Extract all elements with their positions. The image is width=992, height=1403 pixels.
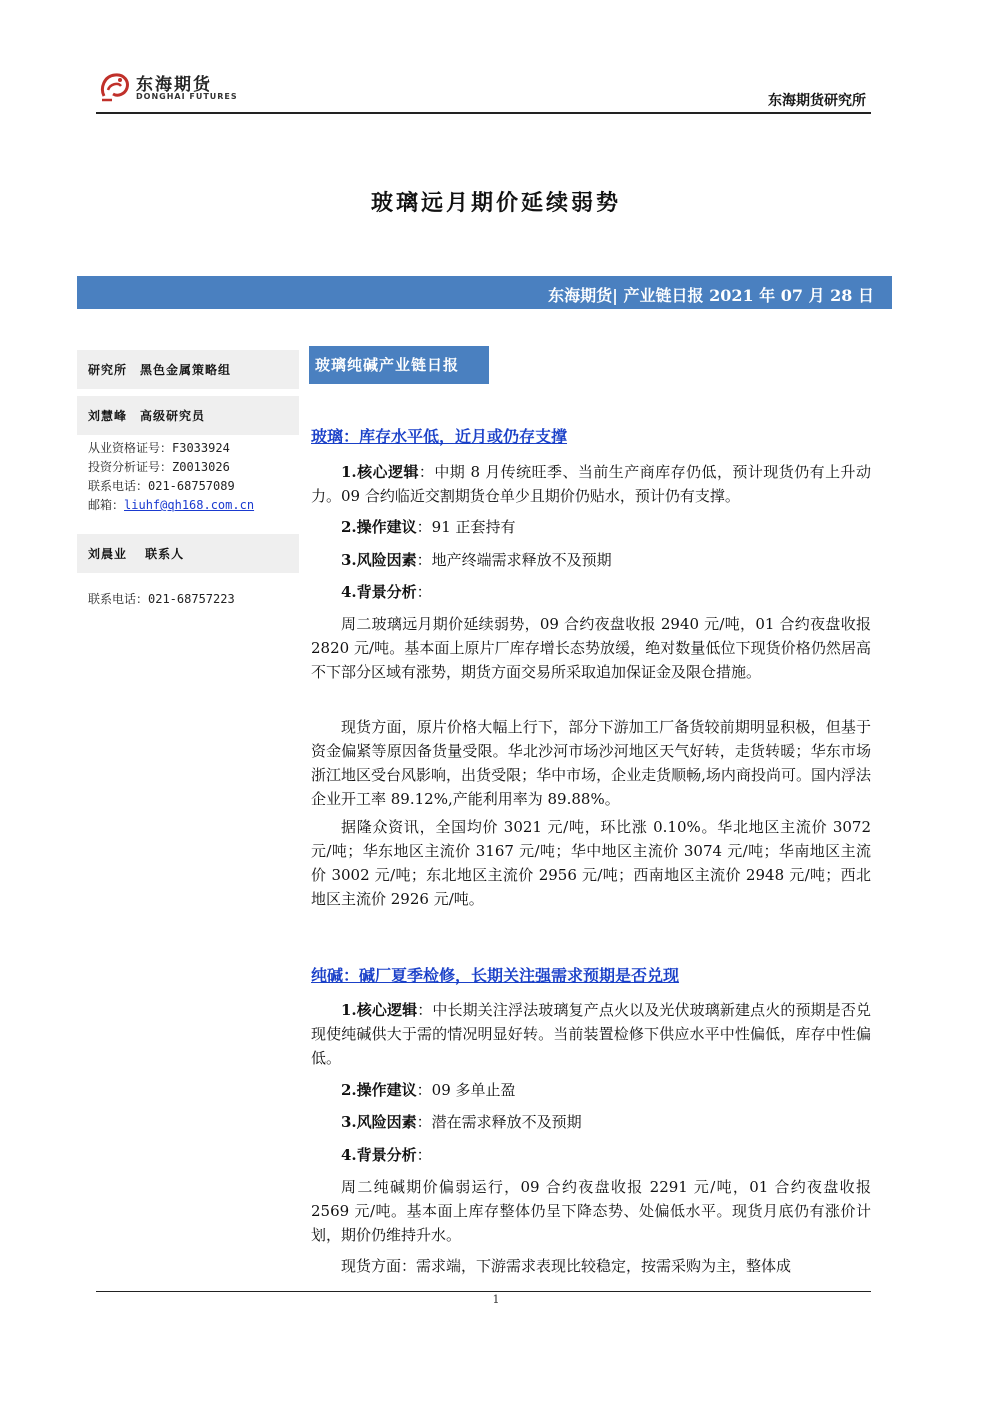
soda-background-colon: ： [416,1146,432,1164]
soda-core-logic [311,998,871,1070]
author2-title: 刘晨业 联系人 [88,547,185,561]
soda-advice [311,1078,871,1102]
glass-risk-text: ：地产终端需求释放不及预期 [416,551,612,569]
glass-bg-paragraph-1: 周二玻璃远月期价延续弱势，09 合约夜盘收报 2940 元/吨，01 合约夜盘收报 2820 元/吨。基本面上原片厂库存增长态势放缓，绝对数量低位下现货价格仍然居高不下部分区域有涨势，期货方面交易所采取追加保证金及限仓措施。 [311,615,871,681]
sidebar-group: 研究所 黑色金属策略组 [88,363,232,377]
soda-advice-label: 2.操作建议 [341,1081,417,1099]
soda-background-label: 4.背景分析 [341,1146,417,1164]
page-number: 1 [492,1293,500,1306]
logo-english-name: DONGHAI FUTURES [136,92,238,101]
author1-analyst-cert: 投资分析证号：Z0013026 [88,460,230,474]
author1-band [77,396,299,435]
company-logo [98,68,238,108]
author1-email-link[interactable]: liuhf@qh168.com.cn [124,498,255,512]
glass-risk [311,548,871,572]
soda-bg-paragraph-1: 周二纯碱期价偏弱运行，09 合约夜盘收报 2291 元/吨，01 合约夜盘收报 2569 元/吨。基本面上库存整体仍呈下降态势、处偏低水平。现货月底仍有涨价计划，期价仍维持升水。 [311,1178,871,1244]
soda-bg-paragraph-2: 现货方面：需求端，下游需求表现比较稳定，按需采购为主，整体成 [341,1257,792,1275]
soda-risk-label: 3.风险因素 [341,1113,417,1131]
author1-email-row [88,496,254,513]
soda-background-head [311,1143,871,1167]
logo-chinese-name: 东海期货 [136,75,212,95]
glass-advice-text: ：91 正套持有 [416,518,516,536]
glass-bg-paragraph-2: 现货方面，原片价格大幅上行下，部分下游加工厂备货较前期明显积极，但基于资金偏紧等原因备货量受限。华北沙河市场沙河地区天气好转，走货转暖；华东市场浙江地区受台风影响，出货受限；华中市场，企业走货顺畅,场内商投尚可。国内浮法企业开工率 89.12%,产能利用率为 89.88%。 [311,718,871,808]
author1-phone: 联系电话：021-68757089 [88,479,235,493]
author1-title: 刘慧峰 高级研究员 [88,409,206,423]
banner-text: 东海期货| 产业链日报 2021 年 07 月 28 日 [548,286,874,305]
report-banner [77,276,892,309]
email-label: 邮箱： [88,498,125,512]
glass-core-logic-text: ：中期 8 月传统旺季、当前生产商库存仍低，预计现货仍有上升动力。09 合约临近交割期货仓单少且期价仍贴水，预计仍有支撑。 [311,463,871,505]
soda-core-logic-text: ：中长期关注浮法玻璃复产点火以及光伏玻璃新建点火的预期是否兑现使纯碱供大于需的情况明显好转。当前装置检修下供应水平中性偏低，库存中性偏低。 [311,1001,871,1067]
glass-background-colon: ： [416,583,432,601]
institute-name: 东海期货研究所 [768,93,866,109]
soda-core-logic-label: 1.核心逻辑 [341,1001,418,1019]
footer-divider [96,1291,871,1292]
glass-background-label: 4.背景分析 [341,583,417,601]
soda-heading: 纯碱：碱厂夏季检修，长期关注强需求预期是否兑现 [311,966,680,985]
header-divider [96,112,871,114]
author1-license: 从业资格证号：F3033924 [88,441,230,455]
glass-bg-paragraph-3: 据隆众资讯，全国均价 3021 元/吨，环比涨 0.10%。华北地区主流价 3072 元/吨；华东地区主流价 3167 元/吨；华中地区主流价 3074 元/吨；华南地区主流价 3002 元/吨；东北地区主流价 2956 元/吨；西南地区主流价 2948 元/吨；西北地区主流价 2926 元/吨。 [311,818,871,908]
glass-advice-label: 2.操作建议 [341,518,417,536]
author2-band [77,534,299,573]
soda-risk [311,1110,871,1134]
soda-risk-text: ：潜在需求释放不及预期 [416,1113,582,1131]
glass-background-head [311,580,871,604]
glass-core-logic-label: 1.核心逻辑 [341,463,419,481]
glass-advice [311,515,871,539]
glass-risk-label: 3.风险因素 [341,551,417,569]
glass-core-logic [311,460,871,508]
dragon-logo-icon [98,70,132,104]
author2-phone: 联系电话：021-68757223 [88,592,235,606]
report-tag-text: 玻璃纯碱产业链日报 [315,356,460,374]
report-tag [309,346,489,384]
sidebar-group-band [77,350,299,389]
glass-heading: 玻璃：库存水平低，近月或仍存支撑 [311,427,568,446]
report-title: 玻璃远月期价延续弱势 [370,190,621,216]
soda-advice-text: ：09 多单止盈 [416,1081,516,1099]
